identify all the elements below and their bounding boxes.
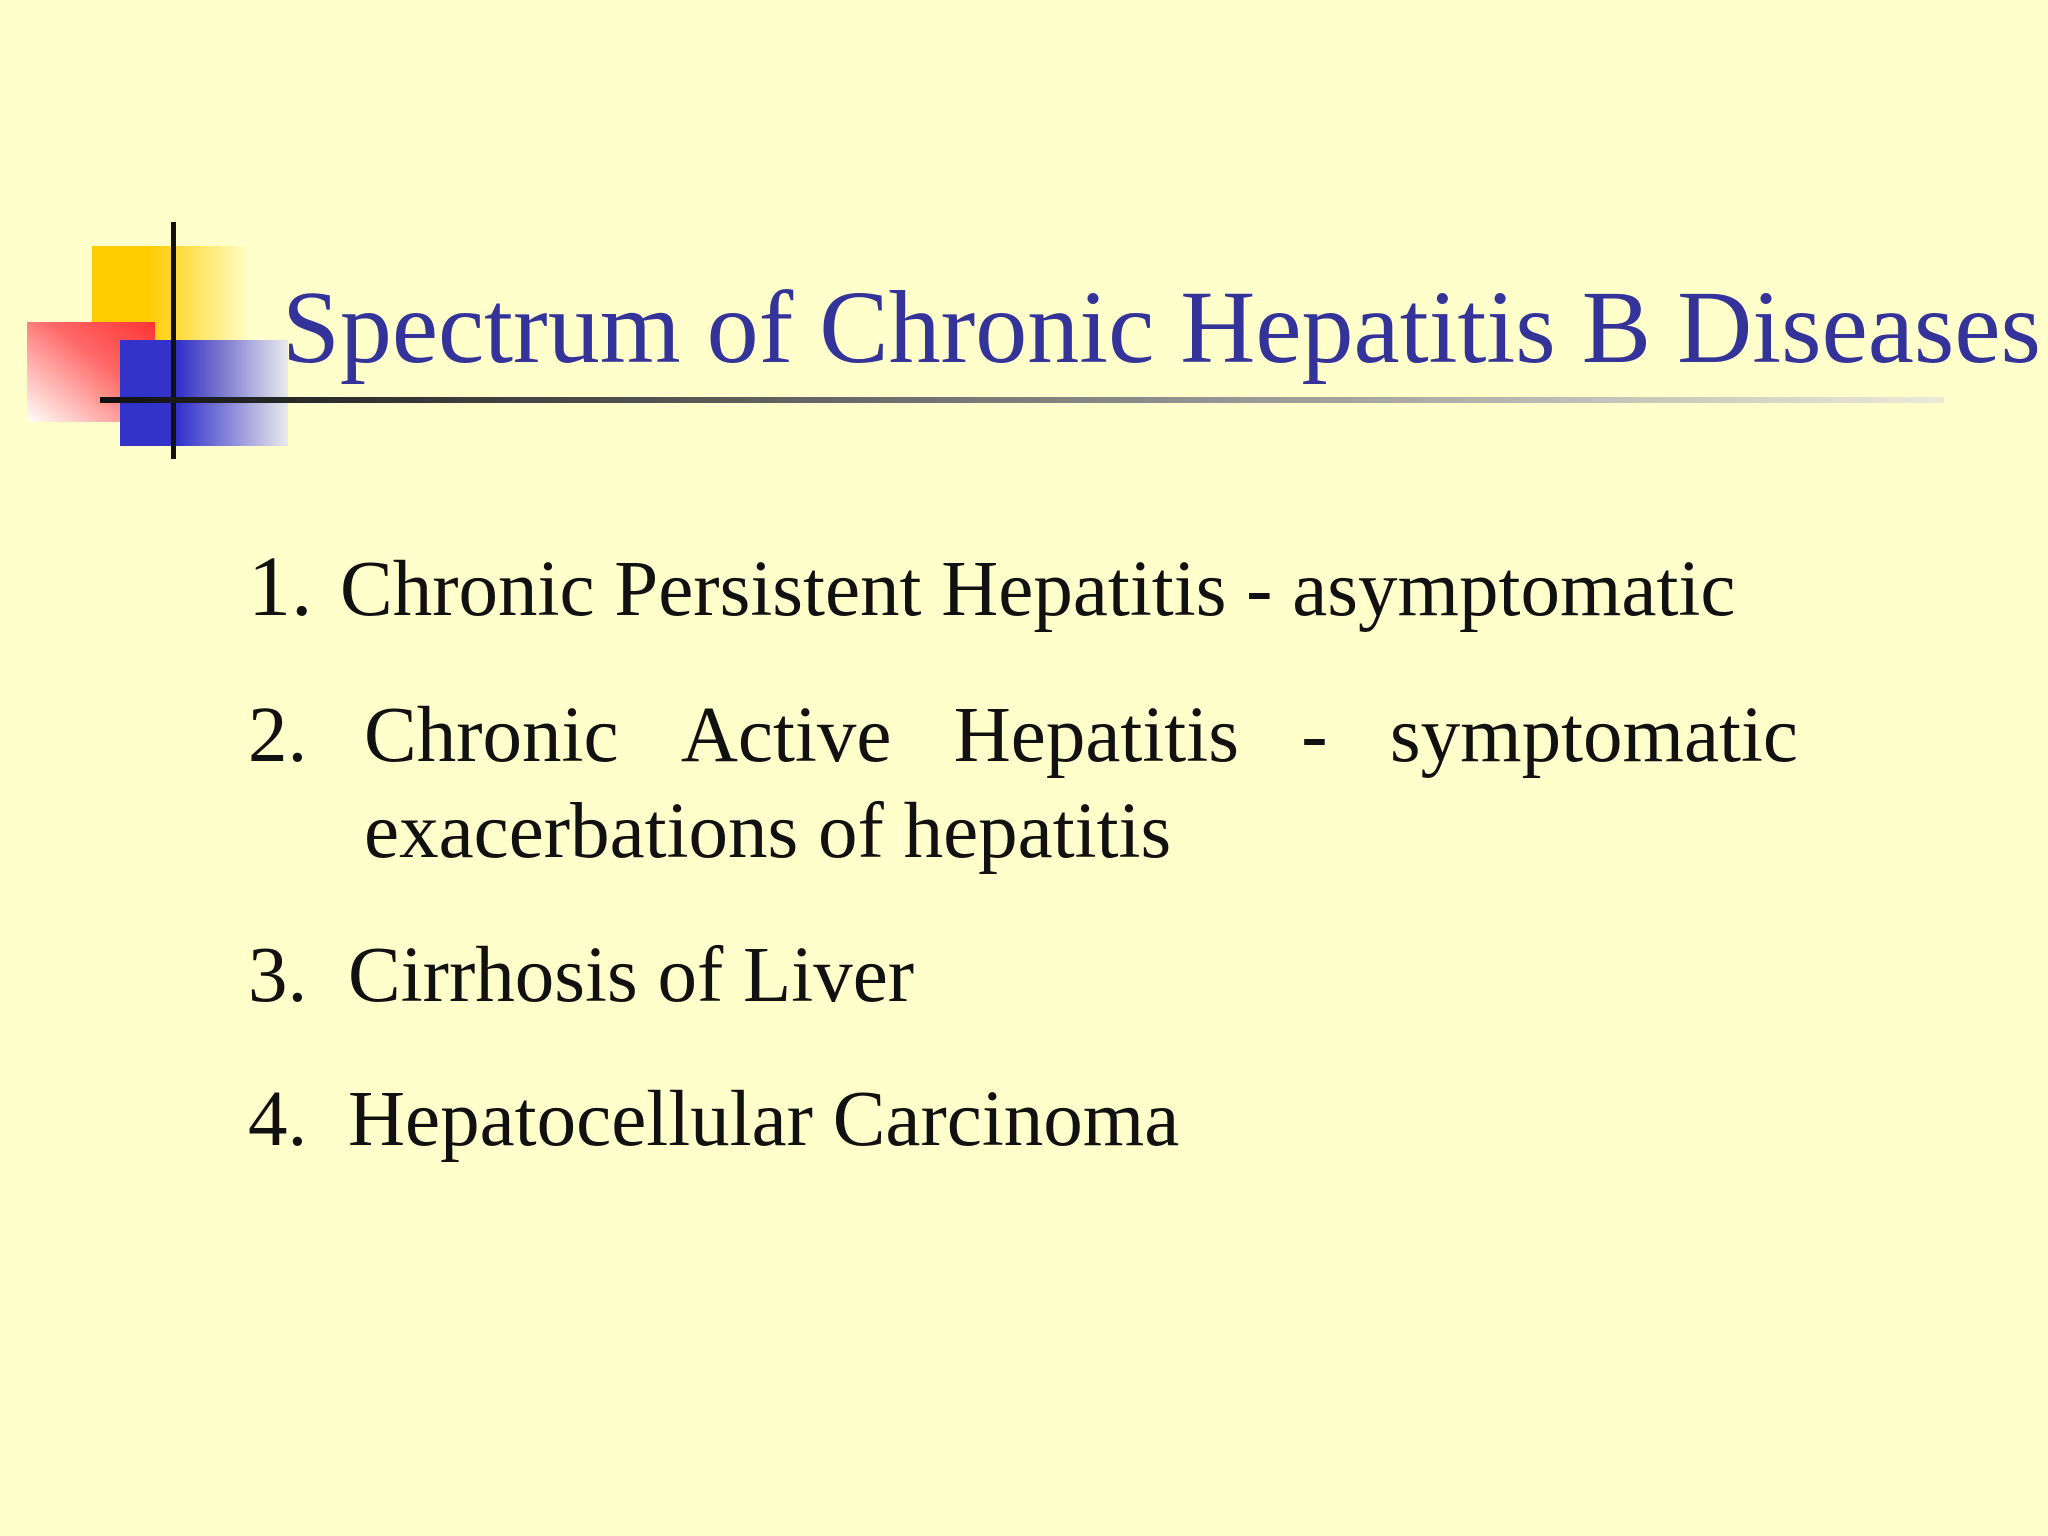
list-item-number: 1. <box>248 538 313 634</box>
decorative-blue-square <box>120 340 288 446</box>
list-item-number: 4. <box>248 1076 308 1163</box>
list-item-number: 3. <box>248 932 308 1019</box>
word: Active <box>680 692 892 779</box>
word: Hepatitis <box>953 692 1239 779</box>
list-item-text-line-1 <box>364 688 1798 784</box>
word: - <box>1301 692 1328 779</box>
slide-title: Spectrum of Chronic Hepatitis B Diseases <box>282 270 2042 385</box>
list-item-text: Cirrhosis of Liver <box>348 932 915 1019</box>
list-item-text: Hepatocellular Carcinoma <box>348 1076 1180 1163</box>
list-item-text: Chronic Persistent Hepatitis - asymptomatic <box>340 546 1736 633</box>
list-item-text-line-2: exacerbations of hepatitis <box>364 788 1172 875</box>
word: symptomatic <box>1389 692 1798 779</box>
word: Chronic <box>364 692 619 779</box>
list-item-2 <box>248 688 1798 888</box>
title-underline <box>100 397 1944 403</box>
list-item-number: 2. <box>248 692 308 779</box>
decorative-vertical-line <box>171 222 176 459</box>
